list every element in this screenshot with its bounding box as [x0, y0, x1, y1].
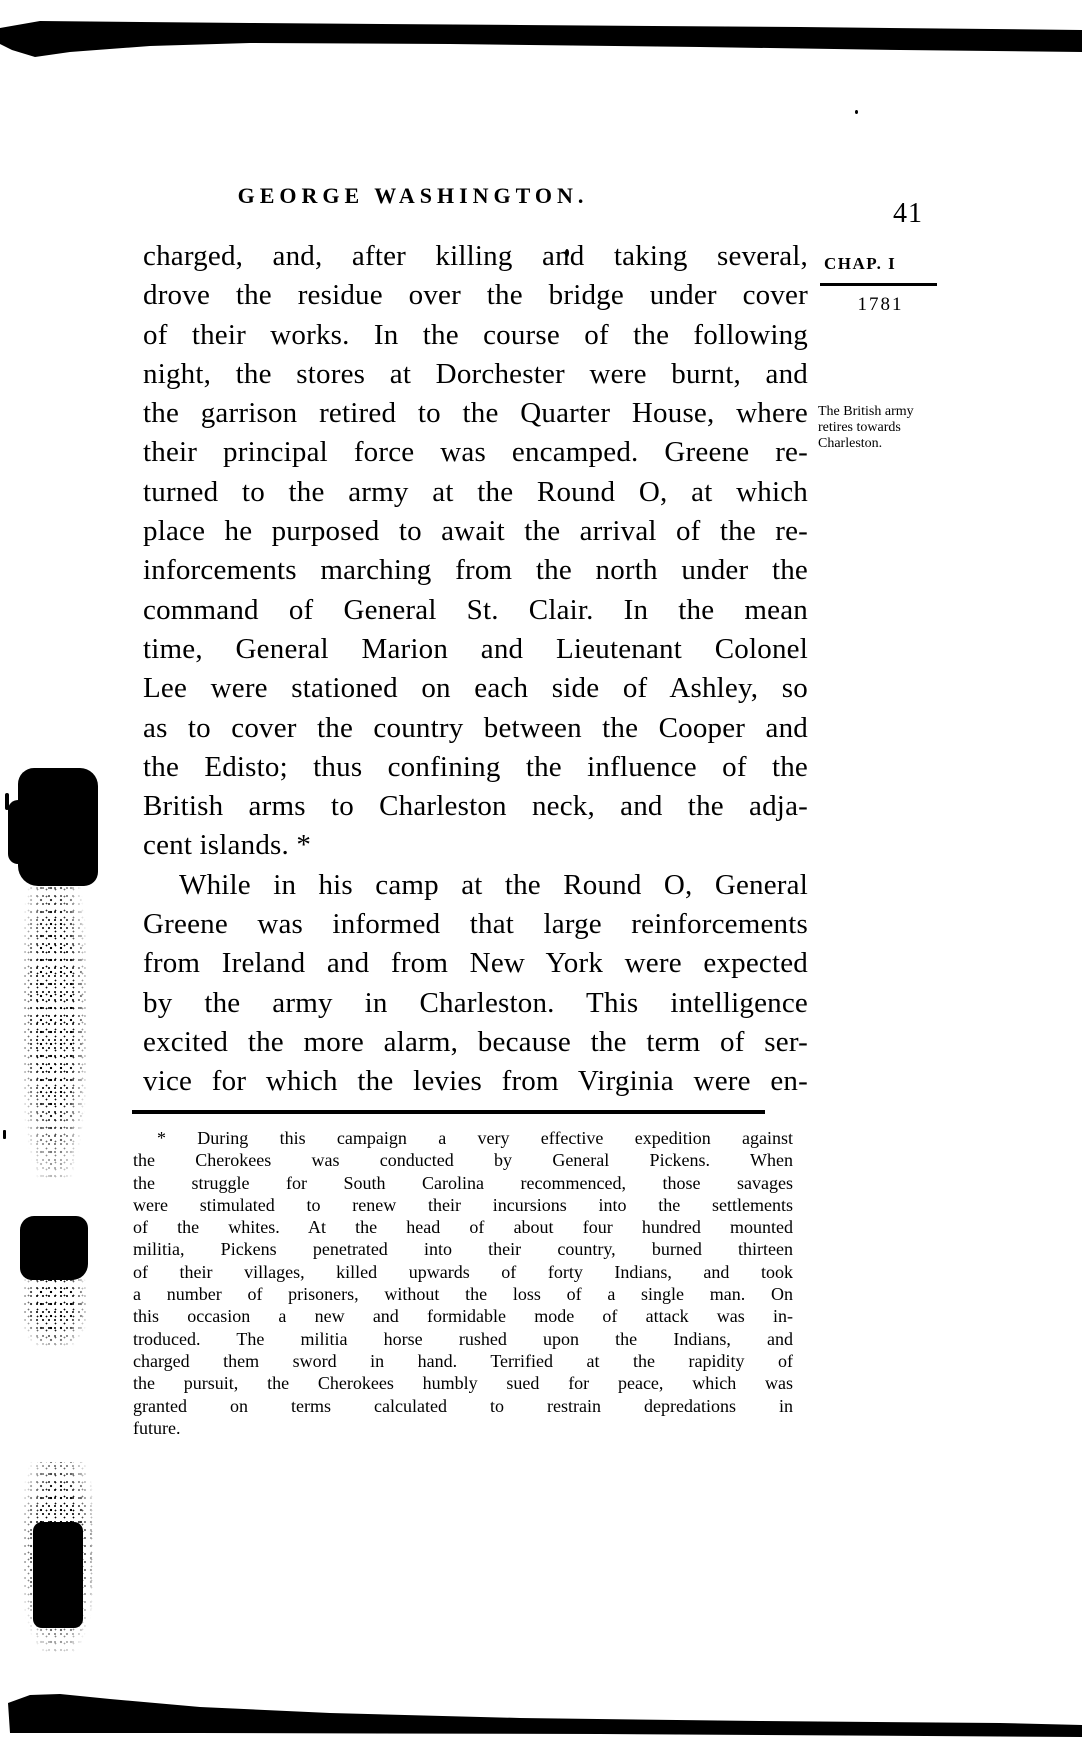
text-line: While in his camp at the Round O, General: [179, 868, 808, 901]
footnote-separator: [132, 1110, 765, 1114]
text-line: command of General St. Clair. In the mean: [143, 593, 808, 626]
text-line: Greene was informed that large reinforcements: [143, 908, 808, 941]
main-text-column: [143, 237, 808, 1102]
chapter-rule: [820, 283, 937, 286]
ink-speck: [855, 110, 858, 114]
text-line: militia, Pickens penetrated into their country, burned thirteen: [133, 1239, 793, 1260]
page-number: 41: [893, 198, 923, 229]
paragraph: [143, 237, 808, 866]
text-line: turned to the army at the Round O, at which: [143, 475, 808, 508]
ink-blob: [33, 1522, 83, 1628]
ink-speckle: [22, 876, 86, 1181]
text-line: the Cherokees was conducted by General Pickens. When: [133, 1150, 793, 1171]
scan-artifact-bottom-bar: [0, 1672, 1082, 1742]
text-line: cent islands. *: [143, 829, 312, 862]
text-line: the garrison retired to the Quarter House, where: [143, 397, 808, 430]
text-line: granted on terms calculated to restrain depredations in: [133, 1395, 793, 1416]
text-line: * During this campaign a very effective expedition against: [157, 1128, 793, 1148]
scan-artifact-top-bar: [0, 0, 1082, 70]
text-line: troduced. The militia horse rushed upon the Indians, and: [133, 1328, 793, 1349]
text-line: future.: [133, 1417, 181, 1438]
text-line: their principal force was encamped. Greene re-: [143, 436, 808, 469]
text-line: of their works. In the course of the following: [143, 318, 808, 351]
text-line: the pursuit, the Cherokees humbly sued for peace, which was: [133, 1373, 793, 1394]
margin-side-note: The British army retires towards Charleston.: [818, 404, 914, 451]
text-line: British arms to Charleston neck, and the adja-: [143, 790, 808, 823]
text-line: were stimulated to renew their incursions into the settlements: [133, 1194, 793, 1215]
text-line: place he purposed to await the arrival of the re-: [143, 515, 808, 548]
text-line: charged, and, after killing and taking several,: [143, 240, 808, 272]
text-line: Lee were stationed on each side of Ashley, so: [143, 672, 808, 705]
text-line: of their villages, killed upwards of forty Indians, and took: [133, 1261, 793, 1282]
text-line: of the whites. At the head of about four hundred mounted: [133, 1217, 793, 1238]
text-line: from Ireland and from New York were expected: [143, 947, 808, 980]
text-line: night, the stores at Dorchester were burnt, and: [143, 357, 808, 390]
text-line: this occasion a new and formidable mode of attack was in-: [133, 1306, 793, 1327]
ink-speck: [5, 793, 9, 810]
year-label: 1781: [857, 294, 904, 315]
text-line: the Edisto; thus confining the influence of the: [143, 750, 808, 783]
paragraph: [143, 866, 808, 1102]
text-line: vice for which the levies from Virginia were en-: [143, 1065, 808, 1098]
ink-speckle: [22, 1268, 86, 1348]
ink-speck: [3, 1130, 6, 1139]
text-line: a number of prisoners, without the loss of a single man. On: [133, 1284, 793, 1305]
text-line: by the army in Charleston. This intelligence: [143, 986, 808, 1019]
text-line: excited the more alarm, because the term of ser-: [143, 1025, 808, 1058]
ink-blob: [18, 768, 98, 886]
text-line: time, General Marion and Lieutenant Colonel: [143, 632, 808, 665]
text-line: drove the residue over the bridge under cover: [143, 279, 808, 312]
running-header: GEORGE WASHINGTON.: [237, 183, 589, 208]
text-line: as to cover the country between the Cooper and: [143, 711, 808, 744]
text-line: charged them sword in hand. Terrified at the rapidity of: [133, 1350, 793, 1371]
text-line: the struggle for South Carolina recommenced, those savages: [133, 1172, 793, 1193]
text-line: inforcements marching from the north under the: [143, 554, 808, 587]
chapter-heading: CHAP. I: [824, 254, 897, 273]
ink-blob: [8, 800, 30, 864]
footnote: [133, 1127, 793, 1439]
